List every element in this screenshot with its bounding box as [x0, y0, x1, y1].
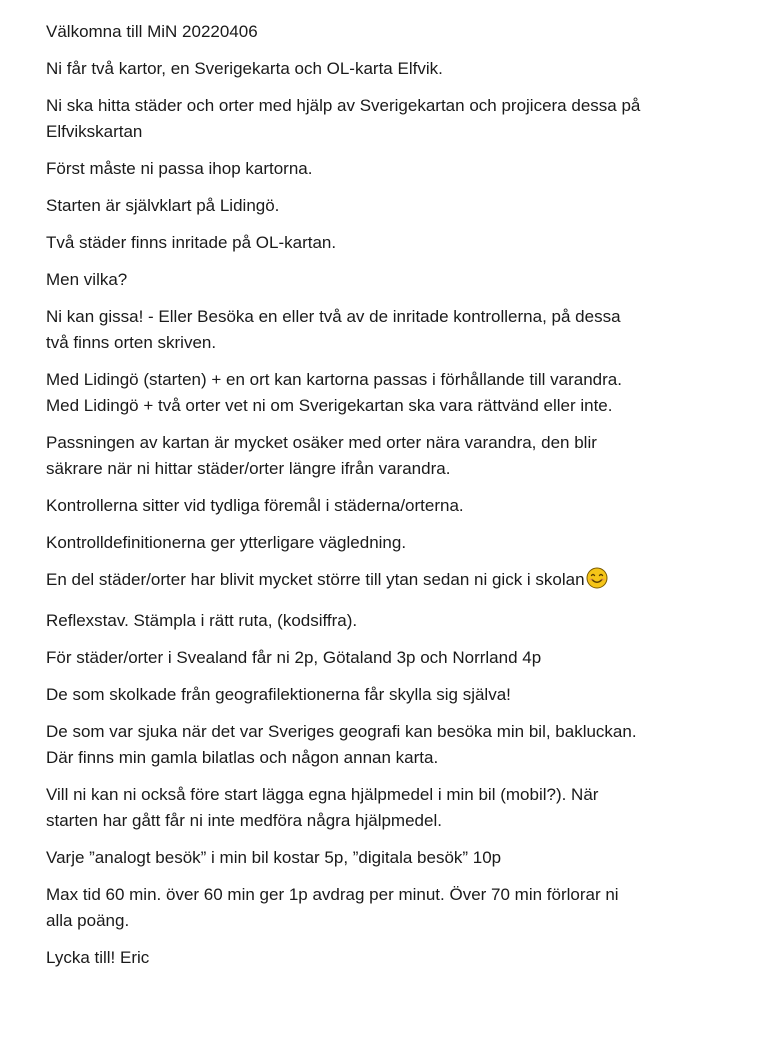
- document-body: [46, 19, 746, 982]
- paragraph-fit-maps: Först måste ni passa ihop kartorna.: [46, 159, 313, 178]
- paragraph-maps: Ni får två kartor, en Sverigekarta och OL-karta Elfvik.: [46, 59, 443, 78]
- paragraph-lidingo-line-1: Med Lidingö (starten) + en ort kan kartorna passas i förhållande till varandra.: [46, 370, 622, 389]
- paragraph-two-cities: Två städer finns inritade på OL-kartan.: [46, 233, 337, 252]
- paragraph-reflex: Reflexstav. Stämpla i rätt ruta, (kodsiffra).: [46, 611, 358, 630]
- paragraph-definitions: Kontrolldefinitionerna ger ytterligare vägledning.: [46, 533, 407, 552]
- paragraph-visit-cost: Varje ”analogt besök” i min bil kostar 5p, ”digitala besök” 10p: [46, 848, 502, 867]
- paragraph-max-time-line-2: alla poäng.: [46, 911, 130, 930]
- welcome-heading: Välkomna till MiN 20220406: [46, 22, 258, 41]
- paragraph-guess-line-1: Ni kan gissa! - Eller Besöka en eller två av de inritade kontrollerna, på dessa: [46, 307, 621, 326]
- paragraph-which: Men vilka?: [46, 270, 128, 289]
- paragraph-sick: [46, 719, 746, 771]
- paragraph-aids-line-1: Vill ni kan ni också före start lägga egna hjälpmedel i min bil (mobil?). När: [46, 785, 599, 804]
- paragraph-skipped: De som skolkade från geografilektionerna får skylla sig själva!: [46, 685, 511, 704]
- paragraph-aids-line-2: starten har gått får ni inte medföra några hjälpmedel.: [46, 811, 442, 830]
- paragraph-guess: [46, 304, 746, 356]
- paragraph-lidingo: [46, 367, 746, 419]
- paragraph-sick-line-2: Där finns min gamla bilatlas och någon annan karta.: [46, 748, 439, 767]
- paragraph-fitting: [46, 430, 746, 482]
- paragraph-task-line-2: Elfvikskartan: [46, 122, 143, 141]
- paragraph-controls: Kontrollerna sitter vid tydliga föremål i städerna/orterna.: [46, 496, 464, 515]
- paragraph-guess-line-2: två finns orten skriven.: [46, 333, 217, 352]
- paragraph-sick-line-1: De som var sjuka när det var Sveriges geografi kan besöka min bil, bakluckan.: [46, 722, 637, 741]
- paragraph-bigger-cities: En del städer/orter har blivit mycket större till ytan sedan ni gick i skolan: [46, 567, 746, 597]
- paragraph-fitting-line-2: säkrare när ni hittar städer/orter längre ifrån varandra.: [46, 459, 451, 478]
- smiling-face-icon: [586, 567, 608, 597]
- paragraph-task: [46, 93, 746, 145]
- paragraph-points: För städer/orter i Svealand får ni 2p, Götaland 3p och Norrland 4p: [46, 648, 542, 667]
- paragraph-fitting-line-1: Passningen av kartan är mycket osäker med orter nära varandra, den blir: [46, 433, 597, 452]
- signoff: Lycka till! Eric: [46, 948, 150, 967]
- paragraph-aids: [46, 782, 746, 834]
- paragraph-max-time: [46, 882, 746, 934]
- paragraph-max-time-line-1: Max tid 60 min. över 60 min ger 1p avdrag per minut. Över 70 min förlorar ni: [46, 885, 619, 904]
- paragraph-start: Starten är självklart på Lidingö.: [46, 196, 280, 215]
- paragraph-lidingo-line-2: Med Lidingö + två orter vet ni om Sverigekartan ska vara rättvänd eller inte.: [46, 396, 613, 415]
- paragraph-task-line-1: Ni ska hitta städer och orter med hjälp av Sverigekartan och projicera dessa på: [46, 96, 641, 115]
